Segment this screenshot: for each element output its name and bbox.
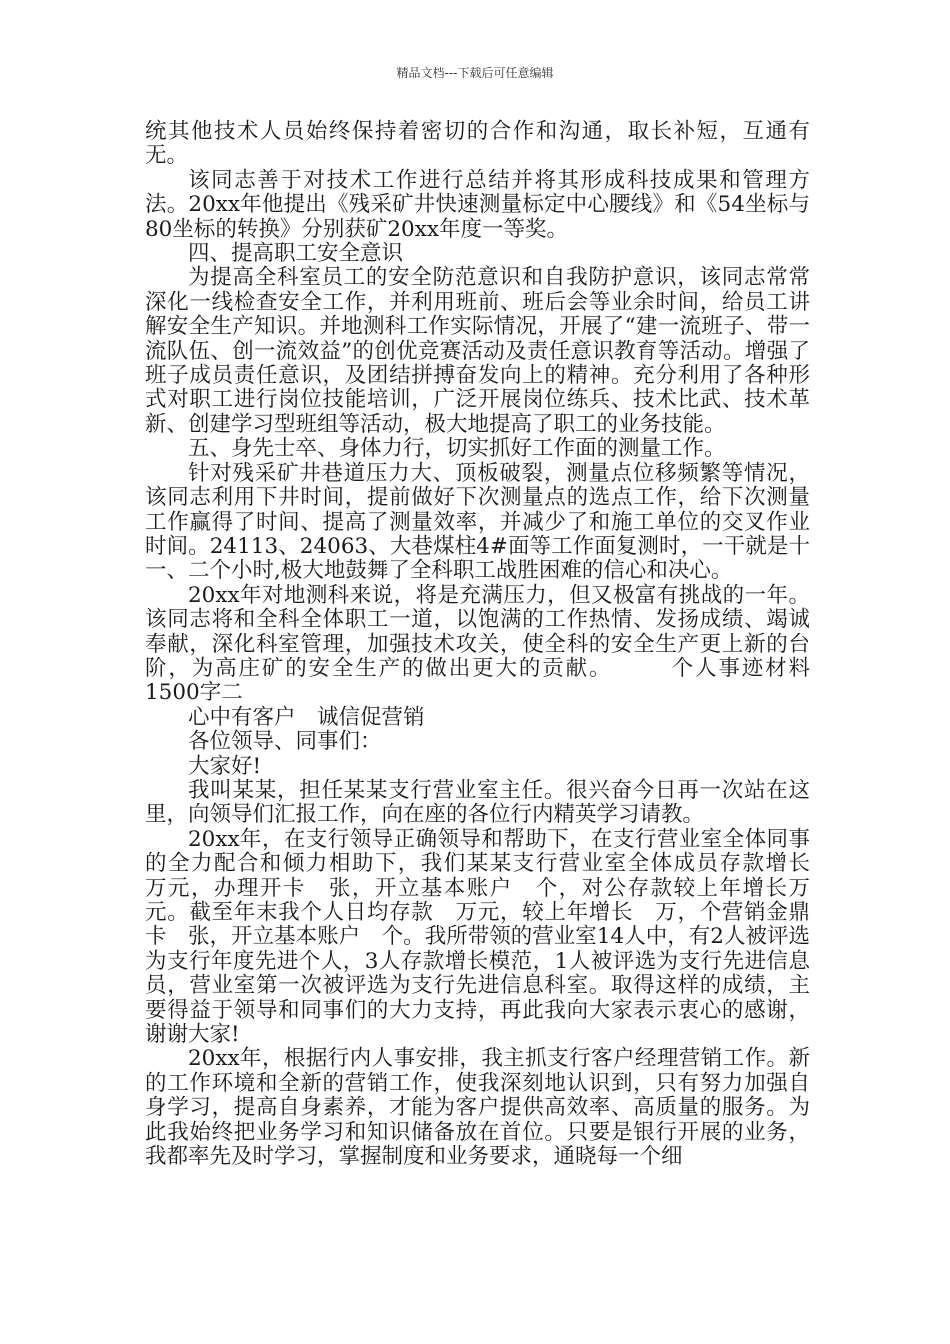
paragraph: 四、提高职工安全意识: [188, 241, 404, 267]
paragraph: 五、身先士卒、身体力行，切实抓好工作面的测量工作。: [188, 436, 726, 462]
paragraph: 大家好!: [188, 753, 262, 779]
page-header: 精品文档---下载后可任意编辑: [396, 66, 554, 80]
paragraph: 统其他技术人员始终保持着密切的合作和沟通，取长补短，互通有无。: [145, 119, 810, 169]
paragraph: 针对残采矿井巷道压力大、顶板破裂，测量点位移频繁等情况，该同志利用下井时间，提前做好下次测量点的选点工作，给下次测量工作赢得了时间、提高了测量效率，并减少了和施工单位的交叉作业时间。24113、24063、大巷煤柱4#面等工作面复测时，一干就是十一、二个小时,极大地鼓舞了全科职工战胜困难的信心和决心。: [145, 460, 810, 584]
paragraph: 20xx年，在支行领导正确领导和帮助下，在支行营业室全体同事的全力配合和倾力相助下，我们某某支行营业室全体成员存款增长 万元，办理开卡 张，开立基本账户 个，对公存款较上年增长万元。截至年末我个人日均存款 万元，较上年增长 万，个营销金鼎卡 张，开立基本账户 个。我所带领的营业室14人中，有2人被评选为支行年度先进个人，3人存款增长模范，1人被评选为支行先进信息员，营业室第一次被评选为支行先进信息科室。取得这样的成绩，主要得益于领导和同事们的大力支持，再此我向大家表示衷心的感谢，谢谢大家!: [145, 826, 832, 1048]
paragraph: 为提高全科室员工的安全防范意识和自我防护意识，该同志常常深化一线检查安全工作，并利用班前、班后会等业余时间，给员工讲解安全生产知识。并地测科工作实际情况，开展了“建一流班子、带一流队伍、创一流效益”的创优竞赛活动及责任意识教育等活动。增强了班子成员责任意识，及团结拼搏奋发向上的精神。充分利用了各种形式对职工进行岗位技能培训，广泛开展岗位练兵、技术比武、技术革新、创建学习型班组等活动，极大地提高了职工的业务技能。: [145, 265, 810, 437]
paragraph: 我叫某某，担任某某支行营业室主任。很兴奋今日再一次站在这里，向领导们汇报工作，向在座的各位行内精英学习请教。: [145, 777, 810, 828]
document-body: [145, 119, 832, 1170]
paragraph: 该同志善于对技术工作进行总结并将其形成科技成果和管理方法。20xx年他提出《残采矿井快速测量标定中心腰线》和《54坐标与80坐标的转换》分别获矿20xx年度一等奖。: [145, 167, 810, 242]
paragraph: 20xx年对地测科来说，将是充满压力，但又极富有挑战的一年。该同志将和全科全体职工一道，以饱满的工作热情、发扬成绩、竭诚奉献，深化科室管理，加强技术攻关，使全科的安全生产更上新的台阶，为高庄矿的安全生产的做出更大的贡献。 个人事迹材料1500字二: [145, 582, 810, 706]
paragraph: 20xx年，根据行内人事安排，我主抓支行客户经理营销工作。新的工作环境和全新的营销工作，使我深刻地认识到，只有努力加强自身学习，提高自身素养，才能为客户提供高效率、高质量的服务。为此我始终把业务学习和知识储备放在首位。只要是银行开展的业务，我都率先及时学习，掌握制度和业务要求，通晓每一个细: [145, 1046, 810, 1170]
paragraph: 心中有客户 诚信促营销: [188, 704, 425, 730]
paragraph: 各位领导、同事们：: [188, 729, 382, 755]
